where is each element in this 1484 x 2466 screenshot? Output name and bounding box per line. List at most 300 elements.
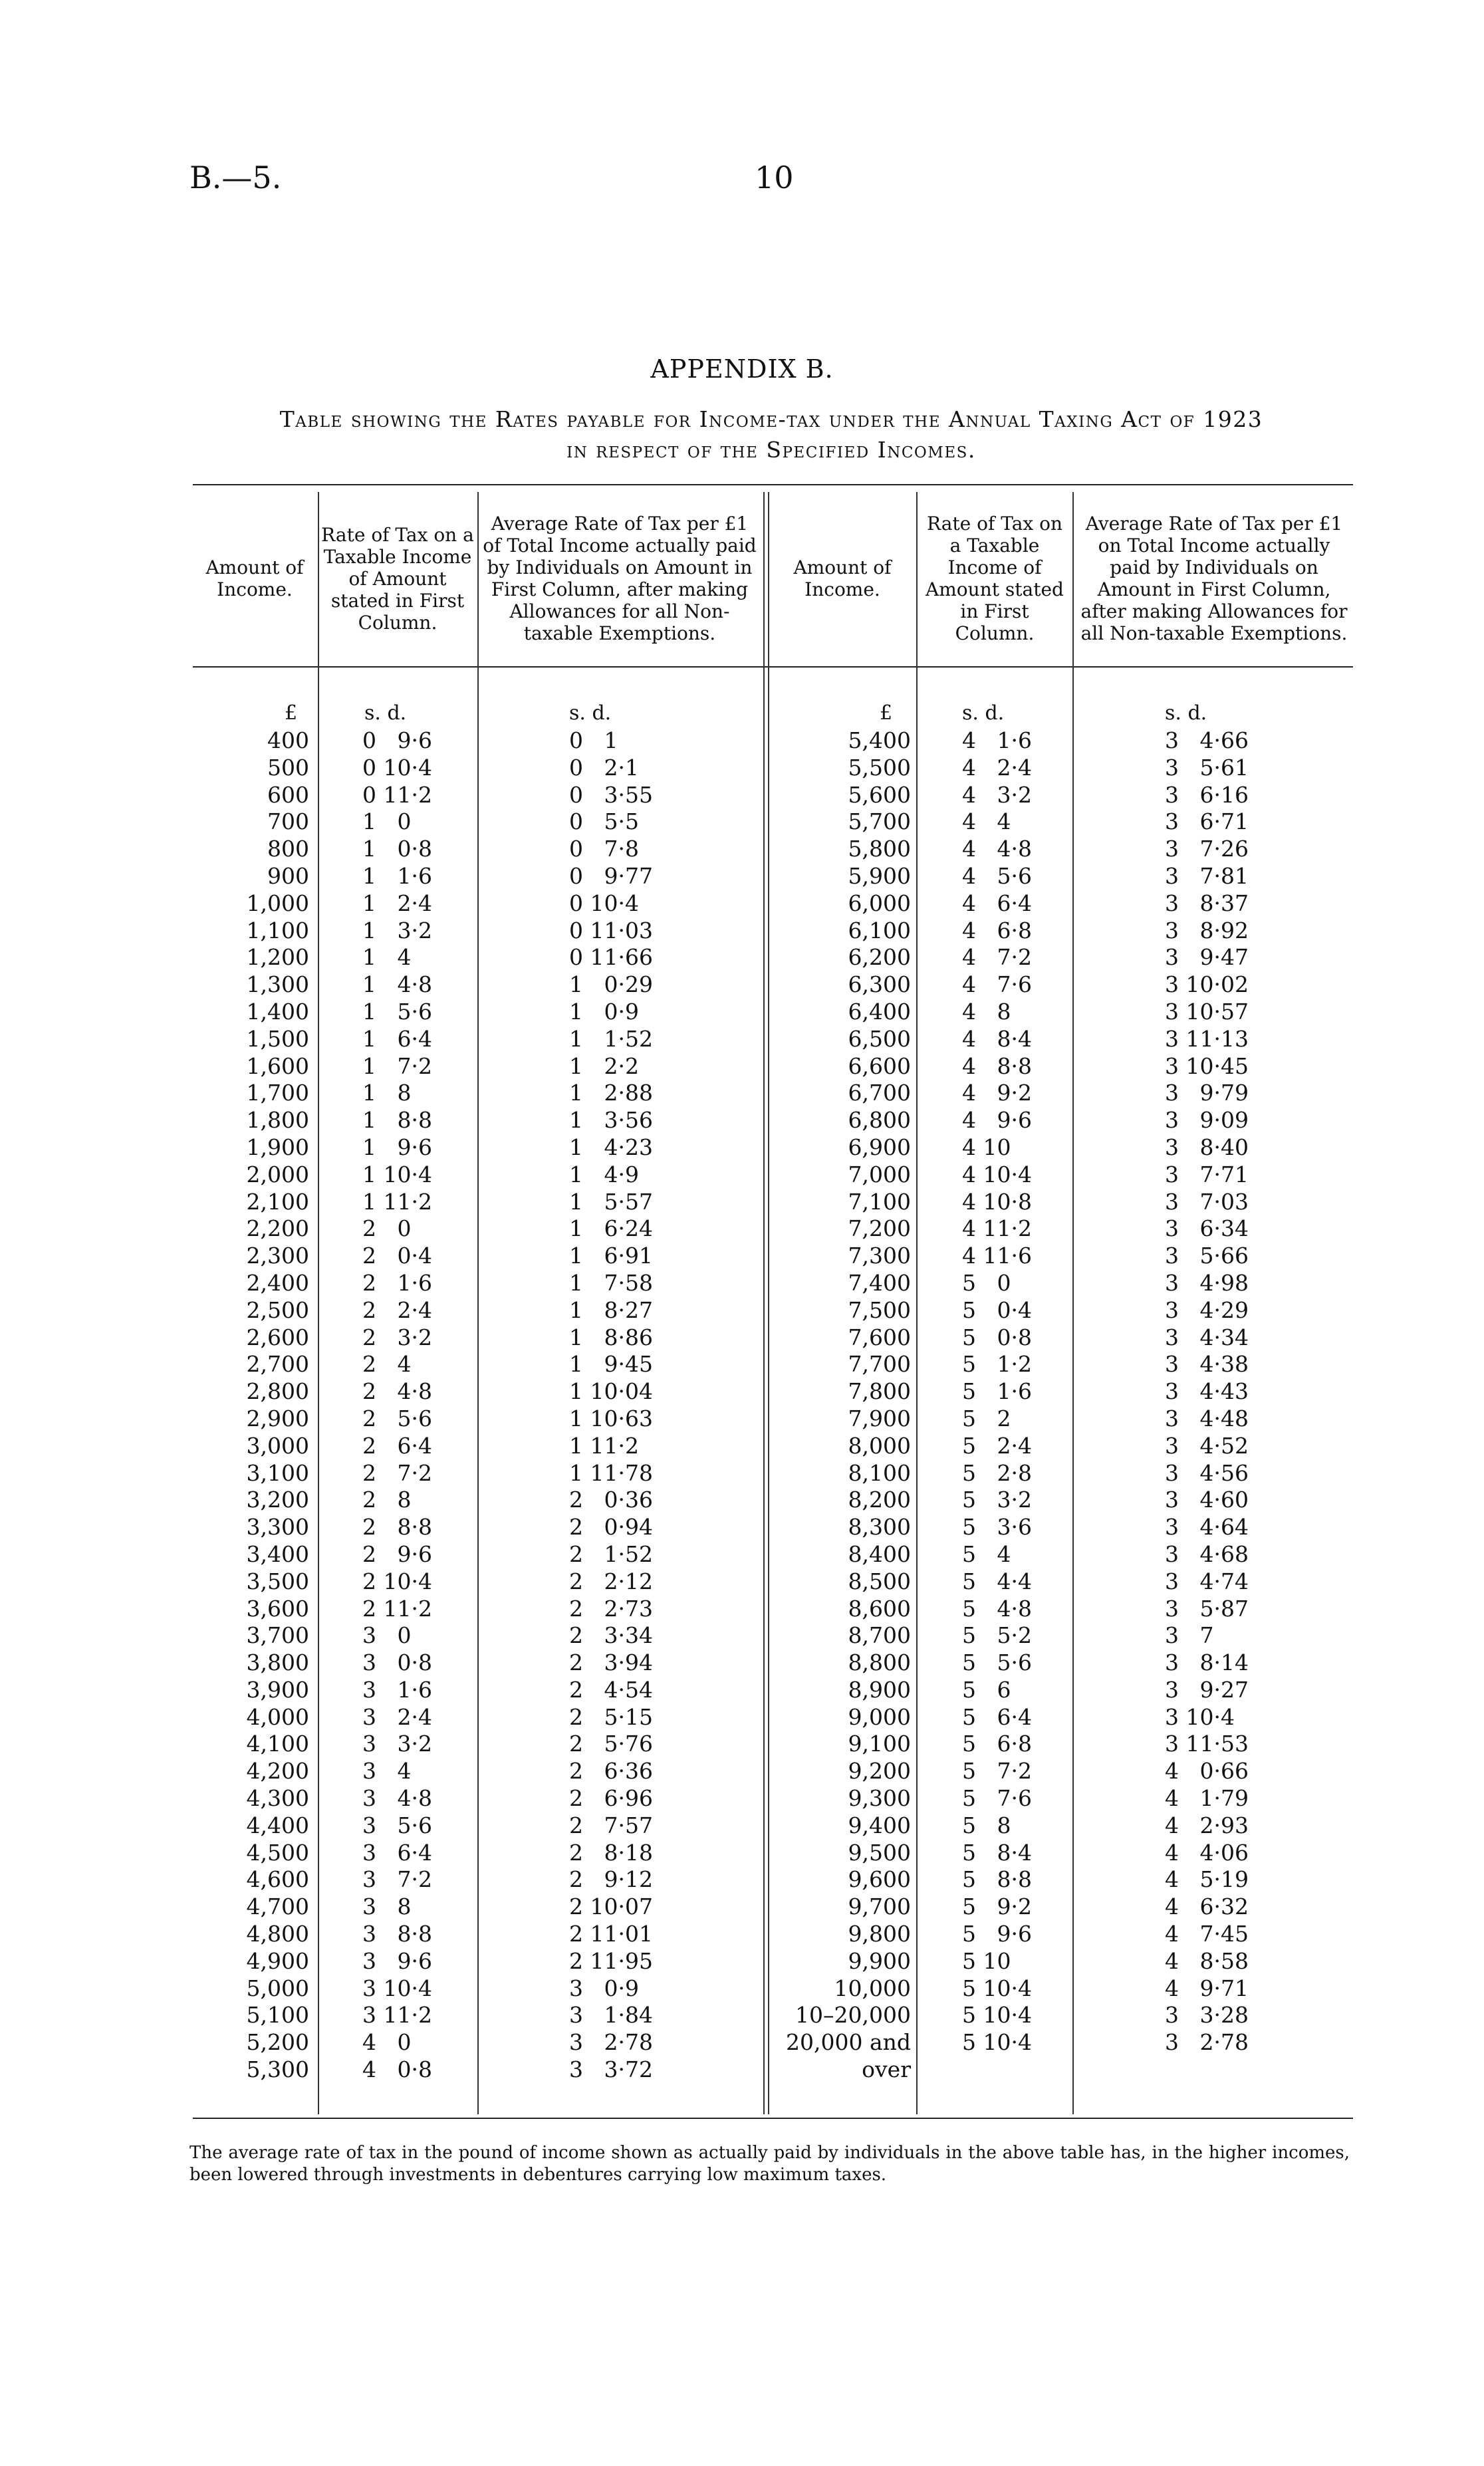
table-cell: 5 10: [962, 1947, 1011, 1974]
table-cell: 5,400: [848, 727, 911, 753]
table-cell: 2 9·12: [569, 1866, 653, 1893]
table-cell: 2 0·94: [569, 1514, 653, 1541]
table-cell: 1 2·4: [362, 890, 432, 916]
table-cell: 4 9·2: [962, 1080, 1032, 1106]
table-cell: 3 9·27: [1165, 1676, 1249, 1703]
table-cell: 4 8·4: [962, 1025, 1032, 1052]
table-cell: 400: [267, 727, 309, 753]
table-cell: 2 6·4: [362, 1432, 432, 1459]
table-cell: 2 2·12: [569, 1568, 653, 1594]
table-cell: 1 7·58: [569, 1269, 653, 1296]
table-cell: 2 3·34: [569, 1622, 653, 1649]
table-cell: 4,600: [246, 1866, 309, 1893]
table-cell: 9,100: [848, 1731, 911, 1757]
table-cell: 4 1·79: [1165, 1785, 1249, 1812]
table-cell: 2 5·76: [569, 1731, 653, 1757]
table-cell: 4 1·6: [962, 727, 1032, 753]
table-cell: 9,700: [848, 1894, 911, 1920]
table-cell: 4 7·45: [1165, 1921, 1249, 1947]
table-cell: 5 10·4: [962, 1975, 1032, 2001]
table-cell: 4 7·2: [962, 944, 1032, 971]
table-cell: 5 1·6: [962, 1378, 1032, 1405]
table-cell: 4 5·19: [1165, 1866, 1249, 1893]
table-cell: 4 10·8: [962, 1188, 1032, 1215]
table-cell: 3 5·6: [362, 1812, 432, 1838]
table-cell: 0 11·03: [569, 917, 653, 943]
table-cell: 6,600: [848, 1052, 911, 1079]
table-cell: 3 4·29: [1165, 1296, 1249, 1323]
table-cell: 1 9·6: [362, 1134, 432, 1160]
table-cell: 1 5·57: [569, 1188, 653, 1215]
table-cell: 8,200: [848, 1487, 911, 1513]
table-cell: 2,500: [246, 1296, 309, 1323]
table-cell: 1 1·6: [362, 862, 432, 889]
table-cell: 4 2·93: [1165, 1812, 1249, 1838]
table-cell: 2 11·95: [569, 1947, 653, 1974]
table-cell: [962, 2056, 1072, 2084]
table-cell: 3,100: [246, 1459, 309, 1486]
table-cell: 3 4·48: [1165, 1405, 1249, 1431]
appendix-title: APPENDIX B.: [650, 354, 834, 384]
table-cell: 2,100: [246, 1188, 309, 1215]
table-cell: 700: [267, 808, 309, 835]
table-cell: 900: [267, 862, 309, 889]
table-cell: 0 1: [569, 727, 618, 753]
table-cell: 5,300: [246, 2056, 309, 2083]
table-cell: 2 7·2: [362, 1459, 432, 1486]
table-cell: 1 3·56: [569, 1107, 653, 1134]
table-cell: 3 4·66: [1165, 727, 1249, 753]
table-cell: 8,300: [848, 1514, 911, 1541]
table-cell: 0 11·66: [569, 944, 653, 971]
table-cell: 7,200: [848, 1215, 911, 1242]
table-cell: 3 5·61: [1165, 754, 1249, 781]
table-cell: 5 2: [962, 1405, 1011, 1431]
table-cell: 4 2·4: [962, 754, 1032, 781]
table-cell: 2 5·6: [362, 1405, 432, 1431]
table-cell: 3 10·02: [1165, 971, 1249, 998]
table-cell: 3 7·03: [1165, 1188, 1249, 1215]
table-cell: 3 10·4: [1165, 1703, 1235, 1730]
table-cell: 4 10: [962, 1134, 1011, 1160]
table-top-rule: [193, 484, 1353, 485]
table-cell: 8,700: [848, 1622, 911, 1649]
table-cell: 3 0·9: [569, 1975, 639, 2001]
table-cell: 2 3·2: [362, 1324, 432, 1350]
table-cell: 4 10·4: [962, 1161, 1032, 1187]
table-cell: 5,800: [848, 836, 911, 862]
table-cell: 3,400: [246, 1541, 309, 1567]
table-cell: 4 0·66: [1165, 1758, 1249, 1785]
table-cell: 5 9·6: [962, 1921, 1032, 1947]
table-cell: 1,900: [246, 1134, 309, 1160]
table-cell: 4 6·32: [1165, 1894, 1249, 1920]
table-cell: 1 11·2: [569, 1432, 639, 1459]
table-cell: 7,400: [848, 1269, 911, 1296]
table-cell: 3 8·8: [362, 1921, 432, 1947]
table-cell: 7,100: [848, 1188, 911, 1215]
unit-pound: £: [285, 701, 298, 725]
table-cell: 3 4·38: [1165, 1351, 1249, 1378]
table-cell: 4 9·6: [962, 1107, 1032, 1134]
table-cell: 8,000: [848, 1432, 911, 1459]
table-cell: 1 8·86: [569, 1324, 653, 1350]
column-header-rate-right: Rate of Tax on a Taxable Income of Amount stated in First Column.: [926, 513, 1064, 644]
table-cell: 1,500: [246, 1025, 309, 1052]
table-cell: 4,000: [246, 1703, 309, 1730]
table-cell: 2 4·8: [362, 1378, 432, 1405]
column-header-amount-right: Amount of Income.: [793, 556, 892, 600]
table-cell: 2 11·01: [569, 1921, 653, 1947]
table-cell: 1 4·23: [569, 1134, 653, 1160]
table-cell: 1 8·27: [569, 1296, 653, 1323]
table-cell: 1,400: [246, 998, 309, 1025]
table-cell: 3,900: [246, 1676, 309, 1703]
table-cell: 2 1·52: [569, 1541, 653, 1567]
table-cell: 4 8: [962, 998, 1011, 1025]
table-cell: 5 5·2: [962, 1622, 1032, 1649]
table-cell: 0 10·4: [362, 754, 432, 781]
table-cell: 4 6·4: [962, 890, 1032, 916]
column-header-rate: Rate of Tax on a Taxable Income of Amount stated in First Column.: [321, 523, 474, 634]
table-cell: 4 6·8: [962, 917, 1032, 943]
table-cell: 3 9·6: [362, 1947, 432, 1974]
table-cell: 5 6: [962, 1676, 1011, 1703]
unit-sd: s. d.: [364, 701, 407, 725]
table-cell: 3,000: [246, 1432, 309, 1459]
table-cell: 1 2·2: [569, 1052, 639, 1079]
table-cell: 1 4·8: [362, 971, 432, 998]
table-cell: 2,700: [246, 1351, 309, 1378]
table-cell: 6,800: [848, 1107, 911, 1134]
table-cell: 10–20,000: [795, 2002, 911, 2029]
table-cell: 1,700: [246, 1080, 309, 1106]
table-cell: 800: [267, 836, 309, 862]
table-cell: 5,200: [246, 2029, 309, 2056]
table-cell: 1,300: [246, 971, 309, 998]
table-cell: 3 4·68: [1165, 1541, 1249, 1567]
table-cell: 5 10·4: [962, 2029, 1032, 2056]
table-cell: 1 4·9: [569, 1161, 639, 1187]
table-cell: 5 8: [962, 1812, 1011, 1838]
table-cell: 0 11·2: [362, 781, 432, 808]
table-cell: 9,400: [848, 1812, 911, 1838]
table-cell: 6,200: [848, 944, 911, 971]
table-cell: 2 6·96: [569, 1785, 653, 1812]
table-cell: 3 9·09: [1165, 1107, 1249, 1134]
table-cell: 3 8·37: [1165, 890, 1249, 916]
column-divider: [768, 492, 769, 2114]
table-cell: 0 3·55: [569, 781, 653, 808]
table-cell: 4 0·8: [362, 2056, 432, 2083]
table-cell: 1 3·2: [362, 917, 432, 943]
table-cell: 3 4·8: [362, 1785, 432, 1812]
table-cell: 5,600: [848, 781, 911, 808]
table-cell: 9,900: [848, 1947, 911, 1974]
table-cell: 0 7·8: [569, 836, 639, 862]
table-cell: 3,600: [246, 1595, 309, 1622]
table-cell: 5 6·4: [962, 1703, 1032, 1730]
unit-sd: s. d.: [962, 701, 1005, 725]
table-cell: 8,100: [848, 1459, 911, 1486]
table-cell: 2 10·4: [362, 1568, 432, 1594]
table-caption-line1: Table showing the Rates payable for Income-tax under the Annual Taxing Act of 1923: [279, 406, 1263, 432]
table-cell: 9,500: [848, 1839, 911, 1866]
table-cell: 4 11·6: [962, 1243, 1032, 1269]
table-cell: 2 7·57: [569, 1812, 653, 1838]
table-cell: 1,100: [246, 917, 309, 943]
table-cell: 7,000: [848, 1161, 911, 1187]
table-cell: 5,900: [848, 862, 911, 889]
table-cell: 3 0·8: [362, 1650, 432, 1676]
table-cell: 1 2·88: [569, 1080, 653, 1106]
table-cell: 5 9·2: [962, 1894, 1032, 1920]
table-cell: 2 8: [362, 1487, 412, 1513]
table-cell: 1 5·6: [362, 998, 432, 1025]
table-cell: 3 9·79: [1165, 1080, 1249, 1106]
table-cell: 2 2·4: [362, 1296, 432, 1323]
table-cell: 4 4·8: [962, 836, 1032, 862]
table-cell: 4,700: [246, 1894, 309, 1920]
table-cell: 1 9·45: [569, 1351, 653, 1378]
table-cell: 5,100: [246, 2002, 309, 2029]
table-cell: 2 11·2: [362, 1595, 432, 1622]
rate-column: [362, 727, 475, 2084]
table-cell: 3 6·34: [1165, 1215, 1249, 1242]
table-cell: 2 2·73: [569, 1595, 653, 1622]
table-cell: 3 3·28: [1165, 2002, 1249, 2029]
table-cell: 1,600: [246, 1052, 309, 1079]
table-header-rule: [193, 666, 1353, 668]
table-cell: 2,900: [246, 1405, 309, 1431]
table-cell: 7,800: [848, 1378, 911, 1405]
table-cell: 3,800: [246, 1650, 309, 1676]
table-cell: 5 10·4: [962, 2002, 1032, 2029]
unit-pound: £: [880, 701, 893, 725]
table-cell: 2 4·54: [569, 1676, 653, 1703]
table-cell: 3 4·98: [1165, 1269, 1249, 1296]
table-cell: 3 2·4: [362, 1703, 432, 1730]
table-cell: 2 0·4: [362, 1243, 432, 1269]
table-cell: 1 0·29: [569, 971, 653, 998]
table-cell: 3,500: [246, 1568, 309, 1594]
unit-sd: s. d.: [1165, 701, 1207, 725]
table-cell: 9,800: [848, 1921, 911, 1947]
table-cell: 2 5·15: [569, 1703, 653, 1730]
table-cell: 3 5·87: [1165, 1595, 1249, 1622]
table-cell: 8,900: [848, 1676, 911, 1703]
column-divider: [318, 492, 319, 2114]
table-cell: 3 4·56: [1165, 1459, 1249, 1486]
table-cell: 3 4: [362, 1758, 412, 1785]
table-cell: 4 3·2: [962, 781, 1032, 808]
table-cell: 2 8·18: [569, 1839, 653, 1866]
table-cell: 9,600: [848, 1866, 911, 1893]
table-cell: 3 8·14: [1165, 1650, 1249, 1676]
table-cell: 3,700: [246, 1622, 309, 1649]
table-cell: 3 4·43: [1165, 1378, 1249, 1405]
table-cell: 3 7: [1165, 1622, 1214, 1649]
table-cell: 4 0: [362, 2029, 412, 2056]
table-cell: 3 7·81: [1165, 862, 1249, 889]
table-cell: 7,700: [848, 1351, 911, 1378]
table-cell: 3 7·2: [362, 1866, 432, 1893]
table-cell: 5 0·8: [962, 1324, 1032, 1350]
table-cell: 5 6·8: [962, 1731, 1032, 1757]
table-cell: 9,200: [848, 1758, 911, 1785]
table-cell: 7,900: [848, 1405, 911, 1431]
table-cell: 5,700: [848, 808, 911, 835]
table-cell: 5 7·2: [962, 1758, 1032, 1785]
table-cell: 4,300: [246, 1785, 309, 1812]
table-cell: 3 2·78: [1165, 2029, 1249, 2056]
column-divider: [763, 492, 765, 2114]
table-cell: 9,000: [848, 1703, 911, 1730]
unit-sd: s. d.: [569, 701, 612, 725]
table-cell: 5 5·6: [962, 1650, 1032, 1676]
table-cell: [1165, 2056, 1344, 2084]
table-cell: 8,600: [848, 1595, 911, 1622]
table-cell: 5 0·4: [962, 1296, 1032, 1323]
table-cell: over: [862, 2056, 911, 2083]
table-cell: 6,900: [848, 1134, 911, 1160]
table-cell: 5,000: [246, 1975, 309, 2001]
table-cell: 3 11·2: [362, 2002, 432, 2029]
table-cell: 5 8·4: [962, 1839, 1032, 1866]
table-cell: 1 6·4: [362, 1025, 432, 1052]
table-cell: 2 1·6: [362, 1269, 432, 1296]
amount-column: [199, 727, 309, 2084]
table-cell: 4 7·6: [962, 971, 1032, 998]
table-cell: 3 11·13: [1165, 1025, 1249, 1052]
table-cell: 3 9·47: [1165, 944, 1249, 971]
table-cell: 8,400: [848, 1541, 911, 1567]
table-cell: 3 4·74: [1165, 1568, 1249, 1594]
table-cell: 2 3·94: [569, 1650, 653, 1676]
table-cell: 2,400: [246, 1269, 309, 1296]
table-cell: 5 2·4: [962, 1432, 1032, 1459]
table-cell: 20,000 and: [785, 2029, 911, 2056]
table-cell: 4 11·2: [962, 1215, 1032, 1242]
table-cell: 4 8·8: [962, 1052, 1032, 1079]
table-cell: 8,800: [848, 1650, 911, 1676]
table-cell: 1 10·04: [569, 1378, 653, 1405]
table-cell: 6,300: [848, 971, 911, 998]
table-cell: 1 0·9: [569, 998, 639, 1025]
table-cell: 4 9·71: [1165, 1975, 1249, 2001]
rate-column-right: [962, 727, 1072, 2084]
table-cell: 3 7·26: [1165, 836, 1249, 862]
table-cell: 2 0: [362, 1215, 412, 1242]
table-cell: 2 0·36: [569, 1487, 653, 1513]
table-cell: 3 0: [362, 1622, 412, 1649]
table-cell: 1 6·24: [569, 1215, 653, 1242]
table-cell: 0 2·1: [569, 754, 639, 781]
table-cell: 4,900: [246, 1947, 309, 1974]
table-cell: 1 11·78: [569, 1459, 653, 1486]
table-cell: 3 4·60: [1165, 1487, 1249, 1513]
table-cell: 3 3·2: [362, 1731, 432, 1757]
table-cell: 6,400: [848, 998, 911, 1025]
table-cell: 5 4: [962, 1541, 1011, 1567]
table-cell: 0 9·77: [569, 862, 653, 889]
table-cell: 1 10·4: [362, 1161, 432, 1187]
table-cell: 5 1·2: [962, 1351, 1032, 1378]
table-cell: 1 6·91: [569, 1243, 653, 1269]
table-cell: 5,500: [848, 754, 911, 781]
table-cell: 3,300: [246, 1514, 309, 1541]
table-cell: 7,300: [848, 1243, 911, 1269]
table-cell: 6,500: [848, 1025, 911, 1052]
table-cell: 4 8·58: [1165, 1947, 1249, 1974]
table-cell: 2,800: [246, 1378, 309, 1405]
table-cell: 3 2·78: [569, 2029, 653, 2056]
table-cell: 0 5·5: [569, 808, 639, 835]
table-cell: 4 4: [962, 808, 1011, 835]
table-cell: 600: [267, 781, 309, 808]
table-cell: 3 7·71: [1165, 1161, 1249, 1187]
table-cell: 3 10·4: [362, 1975, 432, 2001]
average-column: [569, 727, 735, 2084]
table-cell: 0 9·6: [362, 727, 432, 753]
table-cell: 3 4·52: [1165, 1432, 1249, 1459]
table-cell: 1 4: [362, 944, 412, 971]
page-number: 10: [755, 160, 794, 195]
page-header-ref: B.—5.: [189, 160, 282, 195]
table-cell: 3 8·40: [1165, 1134, 1249, 1160]
table-cell: 2 10·07: [569, 1894, 653, 1920]
table-cell: 3 10·45: [1165, 1052, 1249, 1079]
table-cell: 3 4·64: [1165, 1514, 1249, 1541]
table-cell: 1 8·8: [362, 1107, 432, 1134]
table-cell: 3 1·6: [362, 1676, 432, 1703]
table-cell: 2 9·6: [362, 1541, 432, 1567]
table-cell: 3 6·4: [362, 1839, 432, 1866]
table-cell: 4 4·06: [1165, 1839, 1249, 1866]
amount-column-right: [775, 727, 911, 2084]
table-cell: 5 0: [962, 1269, 1011, 1296]
footnote: The average rate of tax in the pound of income shown as actually paid by individuals in the above table has, in the higher incomes, been lowered through investments in debentures carrying low maximum taxes.: [189, 2143, 1350, 2185]
table-cell: 4,100: [246, 1731, 309, 1757]
table-cell: 1,800: [246, 1107, 309, 1134]
table-cell: 2 4: [362, 1351, 412, 1378]
table-cell: 4,500: [246, 1839, 309, 1866]
table-cell: 3 10·57: [1165, 998, 1249, 1025]
table-cell: 9,300: [848, 1785, 911, 1812]
table-cell: 3 8: [362, 1894, 412, 1920]
table-cell: 4,800: [246, 1921, 309, 1947]
table-cell: 3 6·71: [1165, 808, 1249, 835]
table-cell: 1 11·2: [362, 1188, 432, 1215]
table-cell: 3 11·53: [1165, 1731, 1249, 1757]
table-cell: 3 1·84: [569, 2002, 653, 2029]
table-cell: 5 7·6: [962, 1785, 1032, 1812]
table-cell: 5 4·8: [962, 1595, 1032, 1622]
table-cell: 500: [267, 754, 309, 781]
table-cell: 5 3·2: [962, 1487, 1032, 1513]
table-cell: 0 10·4: [569, 890, 639, 916]
table-caption-line2: in respect of the Specified Incomes.: [566, 437, 976, 463]
table-cell: 6,000: [848, 890, 911, 916]
table-cell: 6,700: [848, 1080, 911, 1106]
column-header-average-right: Average Rate of Tax per £1 on Total Income actually paid by Individuals on Amount in First Column, after making Allowances for all Non-taxable Exemptions.: [1080, 513, 1348, 644]
column-divider: [916, 492, 918, 2114]
table-cell: 7,600: [848, 1324, 911, 1350]
average-column-right: [1165, 727, 1344, 2084]
table-cell: 2,000: [246, 1161, 309, 1187]
table-cell: 1 10·63: [569, 1405, 653, 1431]
table-cell: 3 4·34: [1165, 1324, 1249, 1350]
